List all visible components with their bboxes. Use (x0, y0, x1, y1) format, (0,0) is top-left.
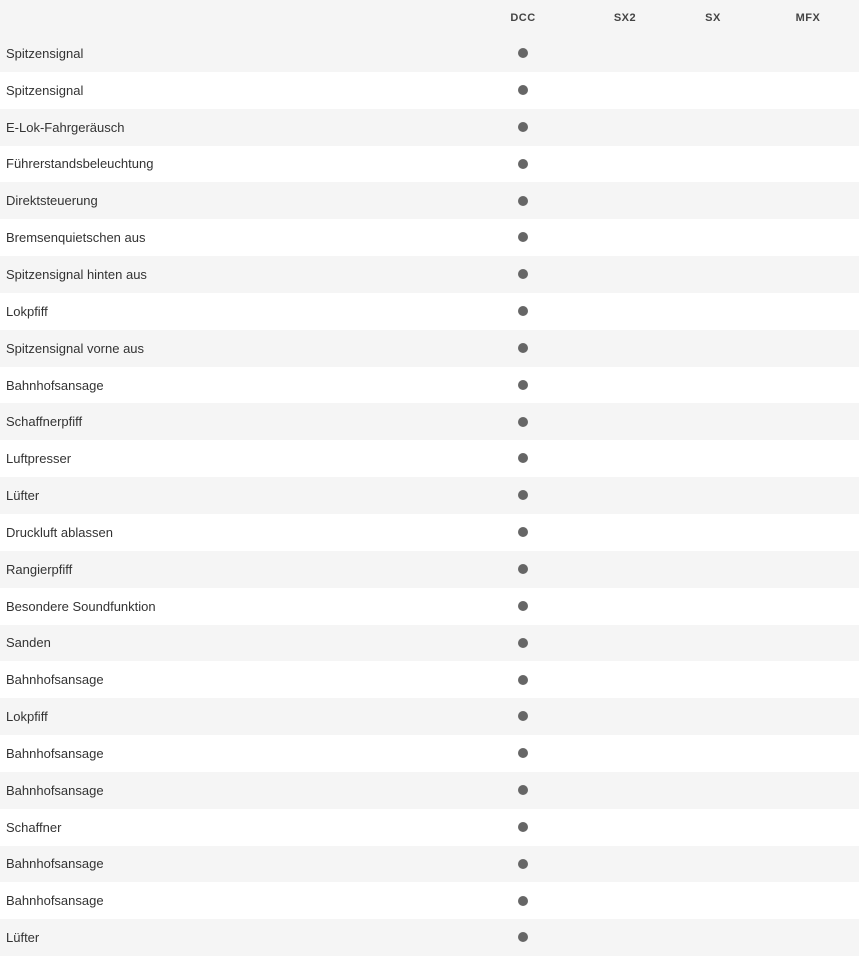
dcc-cell (465, 698, 581, 735)
function-name: Direktsteuerung (6, 193, 98, 209)
mfx-cell (757, 256, 859, 293)
filled-dot-icon (518, 932, 528, 942)
function-name: Spitzensignal vorne aus (6, 340, 145, 356)
table-row (0, 72, 859, 109)
dcc-cell (465, 882, 581, 919)
mfx-cell (757, 551, 859, 588)
function-name: Bahnhofsansage (6, 782, 104, 798)
table-row (0, 403, 859, 440)
mfx-cell (757, 440, 859, 477)
sx-cell (669, 735, 757, 772)
filled-dot-icon (518, 269, 528, 279)
filled-dot-icon (518, 85, 528, 95)
sx2-cell (581, 219, 669, 256)
sx-cell (669, 588, 757, 625)
header-sx: SX (705, 11, 721, 24)
mfx-cell (757, 72, 859, 109)
table-row (0, 440, 859, 477)
dcc-cell (465, 735, 581, 772)
mfx-cell (757, 403, 859, 440)
sx2-cell (581, 293, 669, 330)
sx-cell (669, 293, 757, 330)
dcc-cell (465, 661, 581, 698)
mfx-cell (757, 109, 859, 146)
sx-cell (669, 846, 757, 883)
filled-dot-icon (518, 896, 528, 906)
sx-cell (669, 772, 757, 809)
dcc-cell (465, 182, 581, 219)
table-row (0, 625, 859, 662)
filled-dot-icon (518, 196, 528, 206)
function-name: Rangierpfiff (6, 561, 73, 577)
sx-cell (669, 551, 757, 588)
sx2-cell (581, 330, 669, 367)
sx2-cell (581, 182, 669, 219)
filled-dot-icon (518, 122, 528, 132)
mfx-cell (757, 146, 859, 183)
function-name: Führerstandsbeleuchtung (6, 156, 154, 172)
sx-cell (669, 477, 757, 514)
function-name: Lokpfiff (6, 709, 48, 725)
sx2-cell (581, 551, 669, 588)
header-mfx: MFX (795, 11, 821, 24)
mfx-cell (757, 367, 859, 404)
mfx-cell (757, 809, 859, 846)
sx2-cell (581, 514, 669, 551)
sx2-cell (581, 735, 669, 772)
dcc-cell (465, 109, 581, 146)
dcc-cell (465, 219, 581, 256)
function-name: E-Lok-Fahrgeräusch (6, 119, 125, 135)
function-name: Besondere Soundfunktion (6, 598, 156, 614)
function-name: Bahnhofsansage (6, 893, 104, 909)
filled-dot-icon (518, 343, 528, 353)
dcc-cell (465, 403, 581, 440)
filled-dot-icon (518, 601, 528, 611)
function-name: Lüfter (6, 488, 40, 504)
table-row (0, 661, 859, 698)
sx2-cell (581, 256, 669, 293)
mfx-cell (757, 919, 859, 956)
function-name: Bahnhofsansage (6, 745, 104, 761)
sx2-cell (581, 772, 669, 809)
table-row (0, 846, 859, 883)
sx2-cell (581, 440, 669, 477)
table-row (0, 35, 859, 72)
sx-cell (669, 661, 757, 698)
filled-dot-icon (518, 711, 528, 721)
sx-cell (669, 182, 757, 219)
sx2-cell (581, 846, 669, 883)
mfx-cell (757, 477, 859, 514)
table-row (0, 698, 859, 735)
mfx-cell (757, 330, 859, 367)
mfx-cell (757, 625, 859, 662)
function-name: Spitzensignal hinten aus (6, 266, 147, 282)
function-name: Spitzensignal (6, 82, 84, 98)
dcc-cell (465, 256, 581, 293)
sx-cell (669, 330, 757, 367)
table-row (0, 219, 859, 256)
sx2-cell (581, 661, 669, 698)
sx2-cell (581, 367, 669, 404)
dcc-cell (465, 293, 581, 330)
sx2-cell (581, 109, 669, 146)
dcc-cell (465, 625, 581, 662)
table-row (0, 293, 859, 330)
dcc-cell (465, 809, 581, 846)
sx-cell (669, 146, 757, 183)
sx2-cell (581, 919, 669, 956)
sx-cell (669, 882, 757, 919)
function-name: Lokpfiff (6, 303, 48, 319)
table-row (0, 772, 859, 809)
dcc-cell (465, 146, 581, 183)
filled-dot-icon (518, 417, 528, 427)
mfx-cell (757, 735, 859, 772)
table-row (0, 588, 859, 625)
header-dcc: DCC (510, 11, 536, 24)
table-row (0, 477, 859, 514)
mfx-cell (757, 35, 859, 72)
filled-dot-icon (518, 527, 528, 537)
sx2-cell (581, 882, 669, 919)
sx-cell (669, 698, 757, 735)
dcc-cell (465, 514, 581, 551)
filled-dot-icon (518, 748, 528, 758)
dcc-cell (465, 477, 581, 514)
sx2-cell (581, 588, 669, 625)
sx2-cell (581, 146, 669, 183)
function-name: Druckluft ablassen (6, 524, 113, 540)
function-name: Schaffner (6, 819, 62, 835)
function-name: Bremsenquietschen aus (6, 230, 146, 246)
dcc-cell (465, 846, 581, 883)
mfx-cell (757, 882, 859, 919)
function-name: Bahnhofsansage (6, 672, 104, 688)
dcc-cell (465, 330, 581, 367)
mfx-cell (757, 698, 859, 735)
dcc-cell (465, 440, 581, 477)
mfx-cell (757, 588, 859, 625)
table-row (0, 551, 859, 588)
filled-dot-icon (518, 48, 528, 58)
sx2-cell (581, 698, 669, 735)
filled-dot-icon (518, 822, 528, 832)
function-name: Sanden (6, 635, 51, 651)
sx2-cell (581, 403, 669, 440)
header-sx2: SX2 (613, 11, 637, 24)
sx-cell (669, 514, 757, 551)
sx-cell (669, 809, 757, 846)
function-name: Luftpresser (6, 451, 72, 467)
filled-dot-icon (518, 859, 528, 869)
filled-dot-icon (518, 232, 528, 242)
dcc-cell (465, 588, 581, 625)
sx-cell (669, 109, 757, 146)
sx-cell (669, 219, 757, 256)
mfx-cell (757, 219, 859, 256)
filled-dot-icon (518, 490, 528, 500)
sx-cell (669, 403, 757, 440)
filled-dot-icon (518, 453, 528, 463)
table-row (0, 919, 859, 956)
function-name: Lüfter (6, 930, 40, 946)
sx2-cell (581, 625, 669, 662)
table-header-row (0, 0, 859, 35)
sx-cell (669, 367, 757, 404)
sx-cell (669, 919, 757, 956)
dcc-cell (465, 35, 581, 72)
table-row (0, 109, 859, 146)
sx-cell (669, 440, 757, 477)
table-row (0, 330, 859, 367)
mfx-cell (757, 182, 859, 219)
dcc-cell (465, 772, 581, 809)
table-row (0, 809, 859, 846)
filled-dot-icon (518, 785, 528, 795)
mfx-cell (757, 661, 859, 698)
function-name: Spitzensignal (6, 45, 84, 61)
table-row (0, 514, 859, 551)
filled-dot-icon (518, 380, 528, 390)
function-name: Schaffnerpfiff (6, 414, 83, 430)
table-row (0, 367, 859, 404)
table-row (0, 182, 859, 219)
mfx-cell (757, 514, 859, 551)
table-body (0, 35, 859, 956)
dcc-cell (465, 367, 581, 404)
mfx-cell (757, 772, 859, 809)
table-row (0, 256, 859, 293)
filled-dot-icon (518, 564, 528, 574)
sx2-cell (581, 809, 669, 846)
sx2-cell (581, 477, 669, 514)
sx-cell (669, 72, 757, 109)
sx2-cell (581, 72, 669, 109)
dcc-cell (465, 919, 581, 956)
dcc-cell (465, 72, 581, 109)
mfx-cell (757, 846, 859, 883)
table-header (0, 0, 859, 35)
mfx-cell (757, 293, 859, 330)
table-row (0, 882, 859, 919)
filled-dot-icon (518, 306, 528, 316)
filled-dot-icon (518, 638, 528, 648)
sx-cell (669, 35, 757, 72)
header-function-name (0, 0, 465, 35)
filled-dot-icon (518, 159, 528, 169)
sx-cell (669, 625, 757, 662)
table-row (0, 735, 859, 772)
function-name: Bahnhofsansage (6, 856, 104, 872)
sx-cell (669, 256, 757, 293)
table-row (0, 146, 859, 183)
filled-dot-icon (518, 675, 528, 685)
sx2-cell (581, 35, 669, 72)
function-name: Bahnhofsansage (6, 377, 104, 393)
dcc-cell (465, 551, 581, 588)
